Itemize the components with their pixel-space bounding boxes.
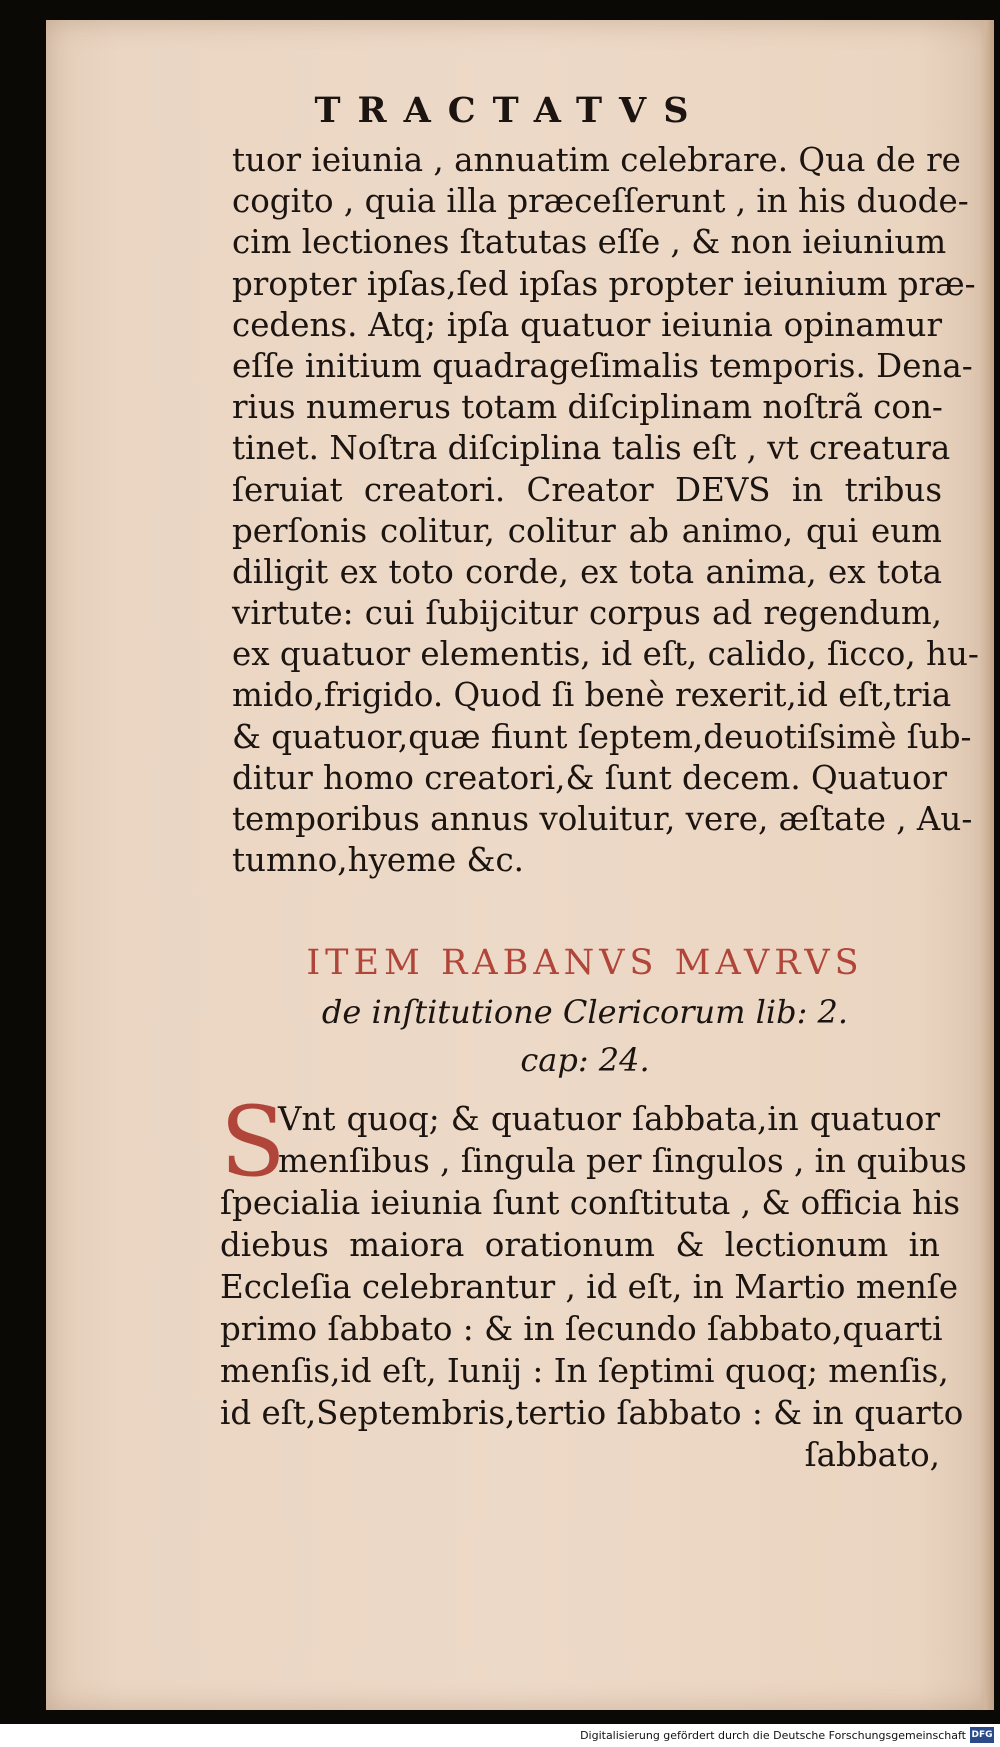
text-line: cedens. Atq; ipſa quatuor ieiunia opinamur: [232, 305, 942, 344]
text-line: virtute: cui ſubijcitur corpus ad regendum,: [232, 594, 942, 633]
catchword: ſabbato,: [804, 1436, 940, 1474]
text-block-upper: [232, 140, 979, 881]
heading-title-red: ITEM RABANVS MAVRVS: [306, 943, 864, 983]
text-line: & quatuor,quæ fiunt ſeptem,deuotiſsimè ſub-: [232, 717, 972, 756]
text-line: eſſe initium quadrageſimalis temporis. Dena-: [232, 346, 973, 385]
text-line: ex quatuor elementis, id eſt, calido, ſicco, hu-: [232, 635, 979, 674]
text-line: diligit ex toto corde, ex tota anima, ex tota: [232, 552, 942, 591]
text-line: perſonis colitur, colitur ab animo, qui eum: [232, 511, 942, 550]
heading-chapter: cap: 24.: [520, 1041, 650, 1079]
text-line: ditur homo creatori,& ſunt decem. Quatuor: [232, 758, 948, 797]
text-line: mido,frigido. Quod ſi benè rexerit,id eſt,tria: [232, 676, 952, 715]
text-line: menſis,id eſt, Iunij : In ſeptimi quoq; menſis,: [220, 1352, 949, 1390]
text-line: propter ipſas,ſed ipſas propter ieiunium præ-: [232, 264, 976, 303]
footer-bar: [0, 1724, 1000, 1747]
text-line: primo ſabbato : & in ſecundo ſabbato,quarti: [220, 1310, 943, 1348]
text-line: rius numerus totam diſciplinam noſtrã con-: [232, 388, 943, 427]
page-edge: [980, 20, 994, 1710]
text-line: ſeruiat creatori. Creator DEVS in tribus: [232, 470, 942, 509]
text-line-last: tumno,hyeme &c.: [232, 841, 525, 880]
section-heading: [230, 938, 940, 1084]
footer-credit: Digitalisierung gefördert durch die Deutsche Forschungsgemeinschaft: [580, 1729, 966, 1742]
text-block-lower: [220, 1086, 967, 1476]
drop-cap-initial: S: [220, 1086, 286, 1198]
text-line: id eſt,Septembris,tertio ſabbato : & in quarto: [220, 1394, 964, 1432]
text-line: Vnt quoq; & quatuor ſabbata,in quatuor: [278, 1100, 940, 1138]
text-line: Eccleſia celebrantur , id eſt, in Martio menſe: [220, 1268, 959, 1306]
text-line: diebus maiora orationum & lectionum in: [220, 1226, 940, 1264]
dfg-logo: DFG: [970, 1727, 994, 1743]
text-line: tinet. Noſtra diſciplina talis eſt , vt creatura: [232, 429, 951, 468]
text-line: ſpecialia ieiunia ſunt conſtituta , & officia his: [220, 1184, 961, 1222]
text-line: cogito , quia illa præceſſerunt , in his duode-: [232, 182, 969, 221]
heading-subtitle: de inſtitutione Clericorum lib: 2.: [321, 993, 849, 1031]
text-line: cim lectiones ſtatutas eſſe , & non ieiunium: [232, 223, 947, 262]
text-line: temporibus annus voluitur, vere, æſtate , Au-: [232, 800, 973, 838]
text-line: menſibus , ſingula per ſingulos , in quibus: [278, 1142, 967, 1180]
text-line: tuor ieiunia , annuatim celebrare. Qua de re: [232, 141, 961, 179]
running-head: TRACTATVS: [314, 90, 706, 131]
